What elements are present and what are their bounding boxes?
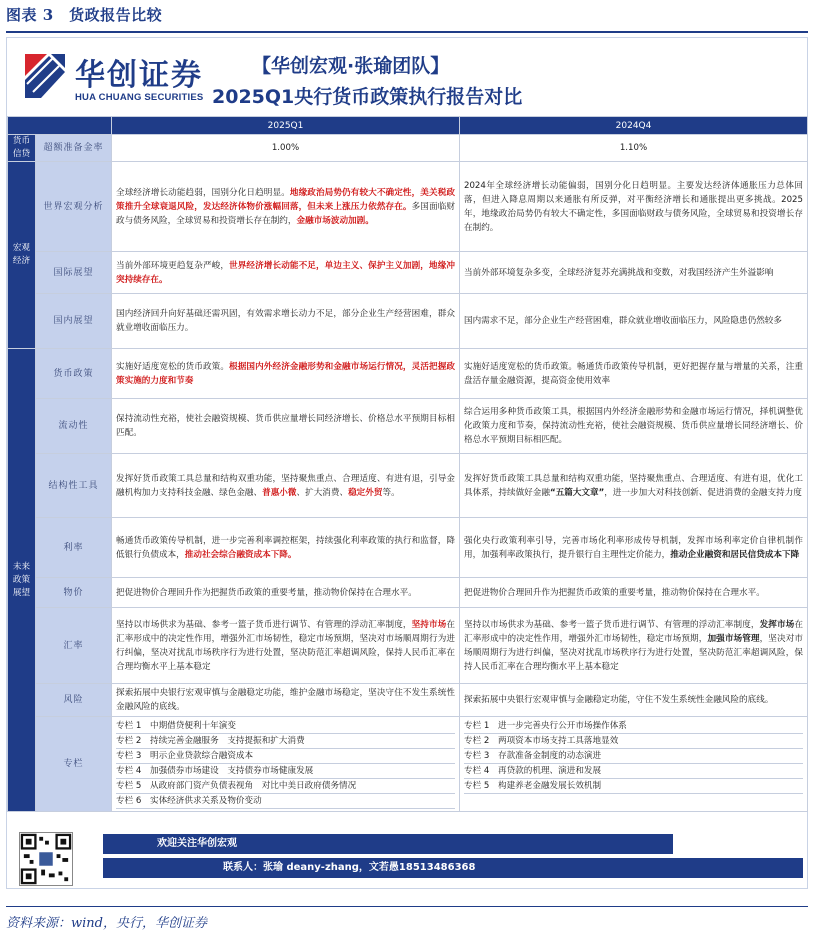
sub-risk: 风险 [36,684,112,717]
cell-international-q1 [112,252,460,294]
col-header-2025q1: 2025Q1 [112,117,460,135]
figure-title: 图表 3 货政报告比较 [6,6,163,24]
text-segment: 多国面临财政与债务风险，全球贸易和投资增长存在制约， [116,201,455,226]
sub-price: 物价 [36,578,112,608]
special-column-item: 专栏 2 两项资本市场支持工具落地显效 [464,734,803,749]
sub-liquidity: 流动性 [36,399,112,454]
text-segment: ，坚决对市场顺周期行为进行纠偏，坚决对扰乱市场秩序行为进行处置，坚决防范汇率超调风险，保持人民币汇率在合理均衡水平上基本稳定 [464,633,803,672]
text-segment: 当前外部环境更趋复杂严峻， [116,260,230,271]
sub-rate: 利率 [36,518,112,578]
follow-banner: 欢迎关注华创宏观 [103,834,673,854]
report-card [6,37,808,889]
cell-monetary-q4: 实施好适度宽松的货币政策。畅通货币政策传导机制，更好把握存量与增量的关系，注重盘活存量金融资源，提高资金使用效率 [460,349,808,399]
report-title: 2025Q1央行货币政策执行报告对比 [212,86,523,108]
special-column-item: 专栏 3 明示企业贷款综合融资成本 [116,749,455,764]
text-segment: 推动社会综合融资成本下降。 [184,549,297,560]
title-rule [6,31,808,33]
text-segment: 等。 [382,487,400,498]
qr-code-icon[interactable] [19,832,73,886]
text-segment: 推动企业融资和居民信贷成本下降 [670,549,800,560]
cell-structural-q4 [460,454,808,518]
text-segment: 发挥好货币政策工具总量和结构双重功能，坚持聚焦重点、合理适度、有进有退，引导金融机构加力支持科技金融、绿色金融、 [116,473,455,498]
cell-world-q1 [112,162,460,252]
special-column-item: 专栏 6 实体经济供求关系及物价变动 [116,794,455,809]
text-segment: 普惠小微 [262,487,297,498]
cell-structural-q1 [112,454,460,518]
text-segment: 坚持以市场供求为基础、参考一篮子货币进行调节、有管理的浮动汇率制度， [116,619,412,630]
source-note: 资料来源：wind，央行，华创证券 [6,916,207,931]
special-column-item: 专栏 5 构建养老金融发展长效机制 [464,779,803,794]
text-segment: 坚持以市场供求为基础、参考一篮子货币进行调节、有管理的浮动汇率制度， [464,619,760,630]
special-column-item: 专栏 5 从政府部门资产负债表视角 对比中美日政府债务情况 [116,779,455,794]
cat-money-credit: 货币信贷 [8,135,36,162]
cell-price-q4: 把促进物价合理回升作为把握货币政策的重要考量，推动物价保持在合理水平。 [460,578,808,608]
cell-risk-q1: 探索拓展中央银行宏观审慎与金融稳定功能，维护金融市场稳定，坚决守住不发生系统性金融风险的底线。 [112,684,460,717]
cell-special-q4 [460,717,808,812]
text-segment: 加强市场管理 [707,633,760,644]
corner-cell [8,117,112,135]
special-column-item: 专栏 4 再贷款的机理、演进和发展 [464,764,803,779]
col-header-2024q4: 2024Q4 [460,117,808,135]
text-segment: 根据国内外经济金融形势和金融市场运行情况，灵活把握政策实施的力度和节奏 [116,361,455,386]
team-title: 【华创宏观·张瑜团队】 [252,55,450,77]
text-segment: 在汇率形成中的决定性作用，增强外汇市场韧性，稳定市场预期， [464,619,803,644]
logo [19,46,209,110]
text-segment: 坚持市场 [411,619,447,630]
text-segment: 发挥好货币政策工具总量和结构双重功能，坚持聚焦重点、合理适度、有进有退，优化工具体系，持续做好金融 [464,473,803,498]
cell-price-q1: 把促进物价合理回升作为把握货币政策的重要考量，推动物价保持在合理水平。 [112,578,460,608]
cell-liquidity-q4: 综合运用多种货币政策工具，根据国内外经济金融形势和金融市场运行情况，择机调整优化政策力度和节奏，保持流动性充裕，使社会融资规模、货币供应量增长同经济增长、价格总水平预期目标相匹配。 [460,399,808,454]
text-segment: 发挥市场 [759,619,795,630]
sub-rrr: 超额准备金率 [36,135,112,162]
logo-en: HUA CHUANG SECURITIES [75,92,204,103]
cell-risk-q4: 探索拓展中央银行宏观审慎与金融稳定功能，守住不发生系统性金融风险的底线。 [460,684,808,717]
sub-special-columns: 专栏 [36,717,112,812]
sub-world-macro: 世界宏观分析 [36,162,112,252]
special-column-item: 专栏 3 存款准备金制度的动态演进 [464,749,803,764]
sub-structural: 结构性工具 [36,454,112,518]
cell-liquidity-q1: 保持流动性充裕，使社会融资规模、货币供应量增长同经济增长、价格总水平预期目标相匹配。 [112,399,460,454]
text-segment: 实施好适度宽松的货币政策。 [116,361,230,372]
cell-international-q4: 当前外部环境复杂多变，全球经济复苏充满挑战和变数，对我国经济产生外溢影响 [460,252,808,294]
text-segment: 金融市场波动加剧。 [296,215,374,226]
cell-monetary-q1 [112,349,460,399]
huachuang-logo-icon [23,52,67,100]
logo-cn: 华创证券 [75,58,203,93]
sub-fx: 汇率 [36,608,112,684]
cell-rate-q4 [460,518,808,578]
sub-monetary: 货币政策 [36,349,112,399]
cell-rrr-q4: 1.10% [460,135,808,162]
footer [7,830,807,890]
text-segment: 畅通货币政策传导机制，进一步完善利率调控框架，持续强化利率政策的执行和监督，降低银行负债成本， [116,535,455,560]
cat-policy-outlook: 未来政策展望 [8,349,36,812]
text-segment: 世界经济增长动能不足，单边主义、保护主义加剧，地缘冲突持续存在。 [116,260,455,285]
cell-rate-q1 [112,518,460,578]
text-segment: 在汇率形成中的决定性作用，增强外汇市场韧性，稳定市场预期，坚决对市场顺周期行为进行纠偏，坚决对扰乱市场秩序行为进行处置，坚决防范汇率超调风险，保持人民币汇率在合理均衡水平上基本稳定 [116,619,455,672]
text-segment: ，进一步加大对科技创新、促进消费的金融支持力度 [604,487,802,498]
cat-macro-economy: 宏观经济 [8,162,36,349]
sub-international: 国际展望 [36,252,112,294]
contact-banner: 联系人：张瑜 deany-zhang，文若愚18513486368 [103,858,803,878]
special-column-item: 专栏 1 进一步完善央行公开市场操作体系 [464,719,803,734]
special-column-item: 专栏 4 加强债券市场建设 支持债券市场健康发展 [116,764,455,779]
cell-fx-q1 [112,608,460,684]
text-segment: 强化央行政策利率引导，完善市场化利率形成传导机制，发挥市场利率定价自律机制作用，加强利率政策执行，提升银行自主理性定价能力， [464,535,803,560]
cell-world-q4: 2024年全球经济增长动能偏弱，国别分化日趋明显。主要发达经济体通胀压力总体回落，但进入降息周期以来通胀有所反弹，对平衡经济增长和通胀提出更多挑战。2025年，地缘政治局势仍有较大不确定性，多国面临财政与债务风险，全球贸易和投资增长存在制约。 [460,162,808,252]
text-segment: 、扩大消费、 [296,487,349,498]
text-segment: 地缘政治局势仍有较大不确定性，美关税政策推升全球衰退风险，发达经济体物价涨幅回落，但未来上涨压力依然存在。 [116,187,455,212]
comparison-table [7,116,807,812]
text-segment: 全球经济增长动能趋弱，国别分化日趋明显。 [116,187,290,198]
cell-domestic-q1: 国内经济回升向好基础还需巩固，有效需求增长动力不足，部分企业生产经营困难，群众就业增收面临压力。 [112,294,460,349]
special-column-item: 专栏 1 中期借贷便利十年演变 [116,719,455,734]
text-segment: “五篇大文章” [549,487,605,498]
special-column-item: 专栏 2 持续完善金融服务 支持提振和扩大消费 [116,734,455,749]
cell-special-q1 [112,717,460,812]
cell-fx-q4 [460,608,808,684]
source-rule [6,906,808,907]
cell-domestic-q4: 国内需求不足，部分企业生产经营困难，群众就业增收面临压力，风险隐患仍然较多 [460,294,808,349]
sub-domestic: 国内展望 [36,294,112,349]
text-segment: 稳定外贸 [348,487,383,498]
cell-rrr-q1: 1.00% [112,135,460,162]
